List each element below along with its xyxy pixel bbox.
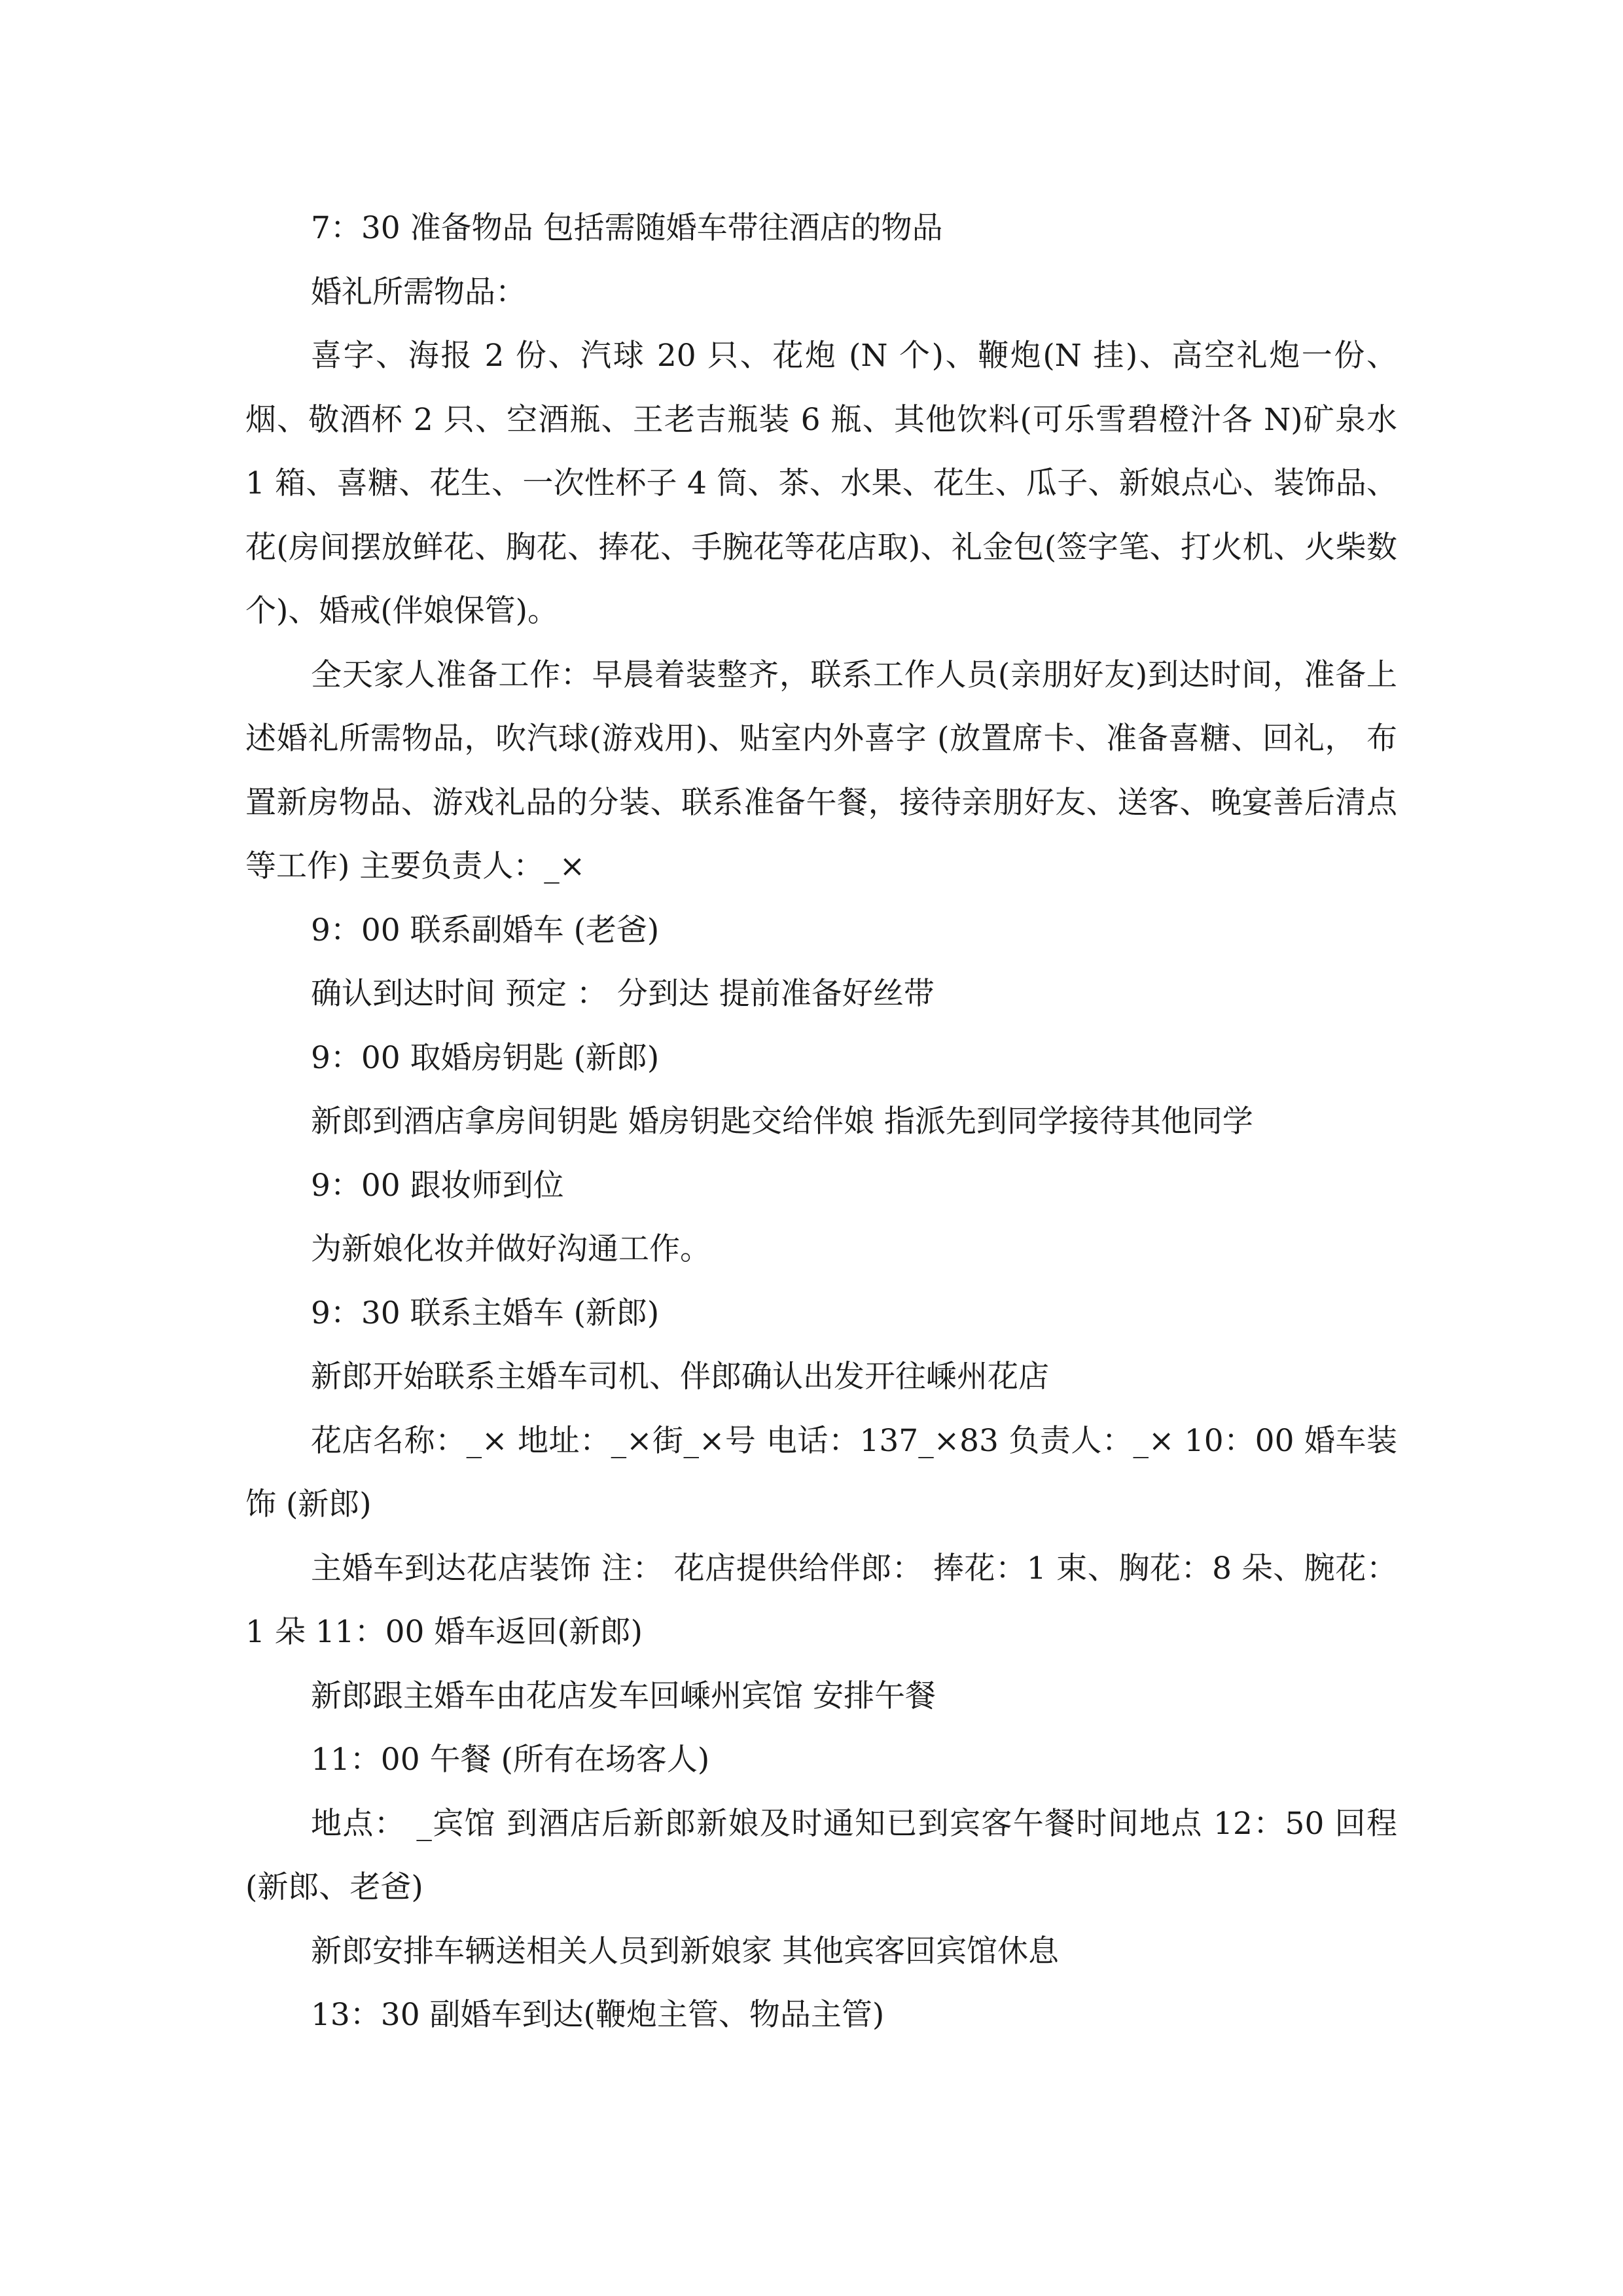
paragraph-family-prep-work: 全天家人准备工作：早晨着装整齐，联系工作人员(亲朋好友)到达时间，准备上述婚礼所需物品，吹汽球(游戏用)、贴室内外喜字 (放置席卡、准备喜糖、回礼， 布置新房物品、游戏礼品的分装、联系准备午餐，接待亲朋好友、送客、晚宴善后清点等工作) 主要负责人：_× bbox=[245, 656, 1397, 884]
paragraph-makeup-artist: 9：00 跟妆师到位 bbox=[311, 1167, 564, 1204]
paragraph-prep-time: 7：30 准备物品 包括需随婚车带往酒店的物品 bbox=[311, 210, 943, 246]
paragraph-confirm-arrival: 确认到达时间 预定 ： 分到达 提前准备好丝带 bbox=[311, 976, 935, 1012]
paragraph-wedding-items-heading: 婚礼所需物品： bbox=[311, 274, 526, 310]
paragraph-return-to-hotel: 新郎跟主婚车由花店发车回嵊州宾馆 安排午餐 bbox=[311, 1677, 936, 1714]
paragraph-contact-main-car: 9：30 联系主婚车 (新郎) bbox=[311, 1295, 660, 1331]
paragraph-main-car-details: 新郎开始联系主婚车司机、伴郎确认出发开往嵊州花店 bbox=[311, 1359, 1049, 1395]
paragraph-car-decoration: 主婚车到达花店装饰 注： 花店提供给伴郎： 捧花：1 束、胸花：8 朵、腕花：1 朵 11：00 婚车返回(新郎) bbox=[245, 1550, 1397, 1650]
paragraph-room-key-details: 新郎到酒店拿房间钥匙 婚房钥匙交给伴娘 指派先到同学接待其他同学 bbox=[311, 1103, 1253, 1139]
paragraph-lunch-location: 地点： _宾馆 到酒店后新郎新娘及时通知已到宾客午餐时间地点 12：50 回程(新郎、老爸) bbox=[245, 1805, 1397, 1905]
paragraph-contact-secondary-car: 9：00 联系副婚车 (老爸) bbox=[311, 912, 660, 948]
paragraph-makeup-details: 为新娘化妆并做好沟通工作。 bbox=[311, 1231, 711, 1267]
paragraph-wedding-items-list: 喜字、海报 2 份、汽球 20 只、花炮 (N 个)、鞭炮(N 挂)、高空礼炮一份、烟、敬酒杯 2 只、空酒瓶、王老吉瓶装 6 瓶、其他饮料(可乐雪碧橙汁各 N)矿泉水 1 箱、喜糖、花生、一次性杯子 4 筒、茶、水果、花生、瓜子、新娘点心、装饰品、花(房间摆放鲜花、胸花、捧花、手腕花等花店取)、礼金包(签字笔、打火机、火柴数个)、婚戒(伴娘保管)。 bbox=[245, 338, 1397, 629]
paragraph-secondary-car-arrival: 13：30 副婚车到达(鞭炮主管、物品主管) bbox=[311, 1997, 885, 2033]
document-body bbox=[245, 196, 1397, 2047]
paragraph-flower-shop-info: 花店名称：_× 地址：_×街_×号 电话：137_×83 负责人：_× 10：00 婚车装饰 (新郎) bbox=[245, 1422, 1397, 1522]
paragraph-lunch: 11：00 午餐 (所有在场客人) bbox=[311, 1742, 710, 1778]
paragraph-get-room-key: 9：00 取婚房钥匙 (新郎) bbox=[311, 1039, 660, 1076]
paragraph-arrange-vehicles: 新郎安排车辆送相关人员到新娘家 其他宾客回宾馆休息 bbox=[311, 1933, 1059, 1969]
